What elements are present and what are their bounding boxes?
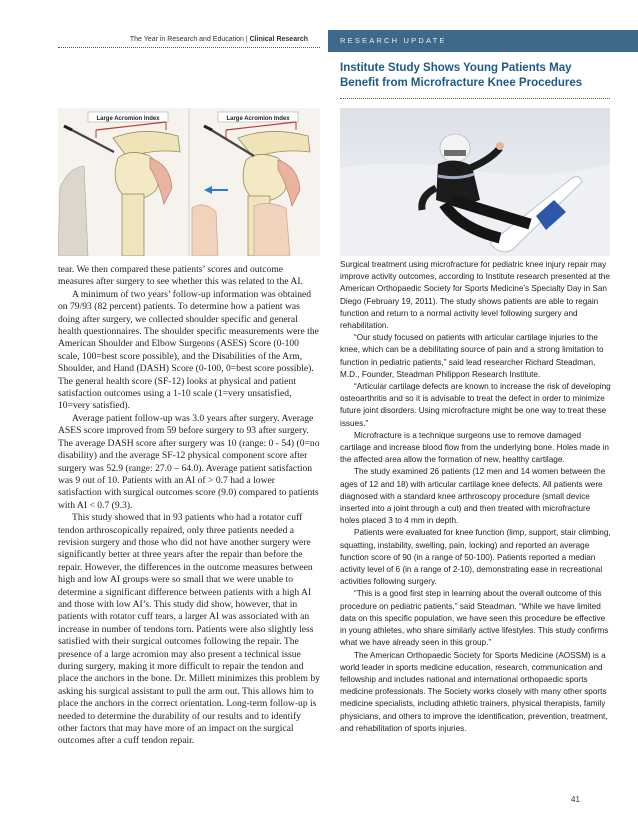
right-paragraph: The study examined 26 patients (12 men and 14 women between the ages of 12 and 18) with articular cartilage knee defects. All patients were diagnosed with a standard knee arthroscopy procedure (small device inserted into a joint through a cut) and then treated with microfracture holes placed 3 to 4 mm in depth. <box>340 467 606 526</box>
left-column <box>58 264 320 748</box>
article-headline: Institute Study Shows Young Patients May Benefit from Microfracture Knee Procedures <box>340 62 583 89</box>
running-title: The Year in Research and Education | <box>129 36 250 43</box>
left-paragraph: tear. We then compared these patients’ scores and outcome measures after surgery to see whether this was related to the AI. <box>58 264 303 288</box>
right-paragraph: “Our study focused on patients with articular cartilage injuries to the knee, which can be a debilitating source of pain and a strong limitation to function in pediatric patients,” said lead researcher Richard Steadman, M.D., Founder, Steadman Philippon Research Institute. <box>340 333 604 379</box>
header-divider <box>58 47 320 48</box>
page-number: 41 <box>571 795 580 804</box>
running-section: Clinical Research <box>249 36 308 43</box>
left-paragraph: Average patient follow-up was 3.0 years after surgery. Average ASES score improved from 59 before surgery to 93 after surgery. The average DASH score after surgery was 10 (range: 0 - 54) (0=no disability) and the average SF-12 physical component score after surgery was 52.9 (range: 27.0 – 64.0). Average patient satisfaction was 9 out of 10. Patients with an AI of > 0.7 had a lower satisfaction with surgical outcomes score (9.0) compared to patients with AI < 0.7 (9.3). <box>58 412 320 511</box>
right-paragraph: Surgical treatment using microfracture for pediatric knee injury repair may improve activity outcomes, according to Institute research presented at the American Orthopaedic Society for Sports Medicine’s Specialty Day in San Diego (February 19, 2011). The study shows patients are able to regain function and return to a normal activity level following surgery and rehabilitation. <box>340 260 610 331</box>
right-column <box>340 259 612 735</box>
left-paragraph: A minimum of two years’ follow-up information was obtained on 79/93 (82 percent) patients. To determine how a patient was doing after surgery, we collected shoulder specific and general health questionnaires. The shoulder specific measurements were the American Shoulder and Elbow Surgeons (ASES) Score (0-100 scale, 100=best score possible), and the Disabilities of the Arm, Shoulder, and Hand (DASH) Score (0-100, 0=best score possible). The general health score (SF-12) looks at physical and patient satisfaction outcomes using a 1-10 scale (1=very unsatisfied, 10=very satisfied). <box>58 288 319 412</box>
snowboarder-photo <box>340 108 610 256</box>
right-paragraph: “Articular cartilage defects are known to increase the risk of developing osteoarthritis and so it is advisable to treat the defect in order to minimize future joint disorders. Using microfracture might be one way to treat these issues.” <box>340 382 611 428</box>
right-paragraph: Patients were evaluated for knee function (limp, support, stair climbing, squatting, instability, swelling, pain, locking) and reported an average function score of 90 (in a range of 50-100). Patients reported a median activity level of 6 (in a range of 2-10), demonstrating ease in recreational activities following surgery. <box>340 528 611 587</box>
running-header <box>58 36 308 43</box>
left-paragraph: This study showed that in 93 patients who had a rotator cuff tendon arthroscopically repaired, only three patients needed a revision surgery and those who did not have another surgery were significantly better at three years after the repair than before the repair. However, the differences in the outcome measures between high and low AI groups were so small that we were unable to determine a significant difference between patients with a high AI and those with low AI’s. This study did show, however, that in patients with rotator cuff tears, a larger AI was associated with an increase in number of tendons torn. Patients were also slightly less satisfied with their surgical outcomes following the repair. The presence of a large acromion may also present a technical issue during surgery, making it more difficult to repair the tendon and place the anchors in the bone. Dr. Millett minimizes this problem by asking his surgical assistant to pull the arm out. This allows him to place the anchors in the correct orientation. Long-term follow-up is needed to determine the durability of our results and to identify other factors that may have more of an impact on the surgical outcomes after a cuff tendon repair. <box>58 512 320 747</box>
right-paragraph: “This is a good first step in learning about the overall outcome of this procedure on pediatric patients,” said Steadman. “While we have limited data on this specific population, we have seen this procedure be effective in young athletes, who share similarly active lifestyles. This study confirms what we have already seen in this group.” <box>340 589 609 648</box>
section-band <box>328 30 638 52</box>
acromion-illustration <box>58 108 320 256</box>
headline-divider <box>340 98 610 99</box>
figure-label-left: Large Acromion Index <box>96 116 160 122</box>
right-paragraph: The American Orthopaedic Society for Sports Medicine (AOSSM) is a world leader in sports medicine education, research, communication and fellowship and includes national and international orthopaedic sports medicine professionals. The Society works closely with many other sports medicine specialists, including athletic trainers, physical therapists, family physicians, and others to improve the identification, prevention, treatment, and rehabilitation of sports injuries. <box>340 650 608 733</box>
figure-label-right: Large Acromion Index <box>226 116 290 122</box>
right-paragraph: Microfracture is a technique surgeons use to remove damaged cartilage and increase blood flow from the underlying bone. Holes made in the affected area allow the formation of new, healthy cartilage. <box>340 430 609 465</box>
section-label: RESEARCH UPDATE <box>340 36 447 45</box>
